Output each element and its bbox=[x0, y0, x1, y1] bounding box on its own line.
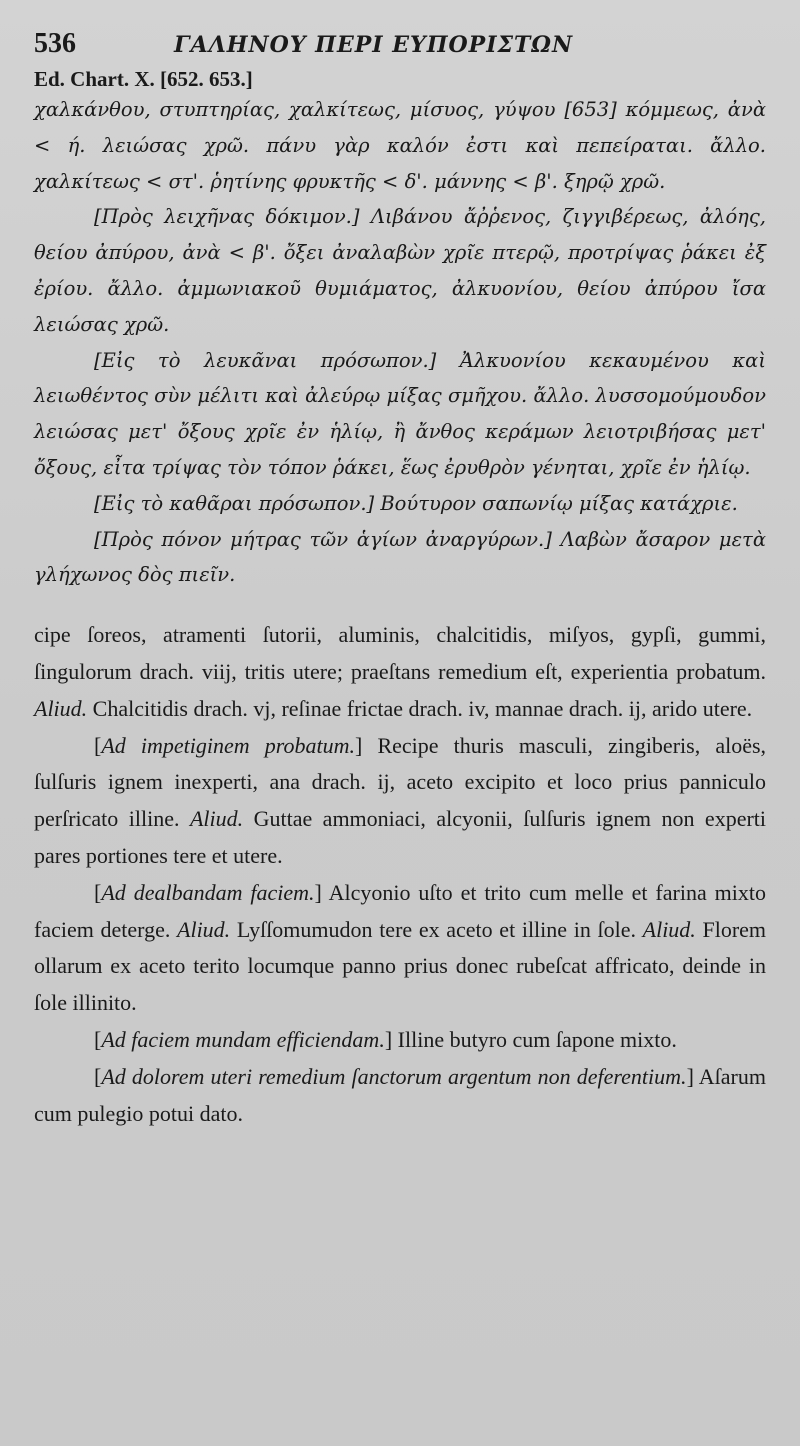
greek-text bbox=[34, 92, 766, 593]
latin-text-run: cipe ſoreos, atramenti ſutorii, aluminis, chalcitidis, miſyos, gypſi, gummi, ſingulorum drach. viij, tritis utere; praeſtans remedium eſt, experientia probatum. bbox=[34, 622, 766, 684]
recipe-heading: Ad dealbandam faciem. bbox=[101, 879, 315, 905]
greek-paragraph: [Εἰς τὸ λευκᾶναι πρόσωπον.] Ἀλκυονίου κεκαυμένου καὶ λειωθέντος σὺν μέλιτι καὶ ἀλεύρῳ μίξας σμῆχου. ἄλλο. λυσσομούμουδον λειώσας μετ' ὄξους χρῖε ἐν ἡλίῳ, ἢ ἄνθος κεράμων λειοτριβήσας μετ' ὄξους, εἶτα τρίψας τὸν τόπον ῥάκει, ἕως ἐρυθρὸν γένηται, χρῖε ἐν ἡλίῳ. bbox=[34, 348, 766, 479]
latin-text-run: Illine butyro cum ſapone mixto. bbox=[397, 1026, 677, 1052]
latin-text-run: Lyſſomumudon tere ex aceto et illine in ſole. bbox=[236, 916, 636, 942]
page-header bbox=[34, 28, 766, 66]
latin-text bbox=[34, 617, 766, 1132]
greek-paragraph: [Πρὸς πόνον μήτρας τῶν ἁγίων ἀναργύρων.] Λαβὼν ἄσαρον μετὰ γλήχωνος δὸς πιεῖν. bbox=[34, 527, 766, 587]
greek-paragraph: [Πρὸς λειχῆνας δόκιμον.] Λιβάνου ἄῤῥενος, ζιγγιβέρεως, ἀλόης, θείου ἀπύρου, ἀνὰ < β'. ὄξει ἀναλαβὼν χρῖε πτερῷ, προτρίψας ῥάκει ἐξ ἐρίου. ἄλλο. ἀμμωνιακοῦ θυμιάματος, ἀλκυονίου, θείου ἀπύρου ἴσα λειώσας χρῶ. bbox=[34, 205, 766, 336]
latin-paragraph bbox=[34, 617, 766, 727]
page-number: 536 bbox=[34, 28, 76, 59]
aliud-label: Aliud. bbox=[34, 695, 88, 721]
latin-text-run: Alcyonio uſto et trito cum melle et farina mixto faciem deterge. bbox=[34, 879, 766, 942]
latin-paragraph: [Ad impetiginem probatum.] Recipe thuris masculi, zingiberis, aloës, ſulſuris ignem inexperti, ana drach. ij, aceto excipito et loco prius panniculo perſricato illine. Aliud. Guttae ammoniaci, alcyonii, ſulſuris ignem non experti pares portiones tere et utere. bbox=[34, 732, 767, 868]
greek-paragraph: [Εἰς τὸ καθᾶραι πρόσωπον.] Βούτυρον σαπωνίῳ μίξας κατάχριε. bbox=[94, 491, 738, 515]
aliud-label: Aliud. bbox=[177, 916, 231, 942]
aliud-label: Aliud. bbox=[189, 806, 244, 832]
aliud-label: Aliud. bbox=[642, 916, 696, 942]
latin-paragraph: [Ad dealbandam faciem.] Alcyonio uſto et trito cum melle et farina mixto faciem deterge. Aliud. Lyſſomumudon tere ex aceto et illine in ſole. Aliud. Florem ollarum ex aceto terito locumque panno prius donec rubeſcat affricato, deinde in ſole illinito. bbox=[34, 879, 767, 1016]
latin-text-run: Chalcitidis drach. vj, reſinae frictae drach. iv, mannae drach. ij, arido utere. bbox=[92, 695, 753, 721]
greek-paragraph: χαλκάνθου, στυπτηρίας, χαλκίτεως, μίσυος, γύψου [653] κόμμεως, ἀνὰ < ή. λειώσας χρῶ. πάνυ γὰρ καλόν ἐστι καὶ πεπείραται. ἄλλο. χαλκίτεως < στ'. ῥητίνης φρυκτῆς < δ'. μάννης < β'. ξηρῷ χρῶ. bbox=[34, 98, 766, 193]
latin-text-run: Florem ollarum ex aceto terito locumque panno prius donec rubeſcat affricato, deinde in ſole illinito. bbox=[34, 916, 767, 1016]
running-title: ΓΑΛΗΝΟΥ ΠΕΡΙ ΕΥΠΟΡΙΣΤΩΝ bbox=[174, 32, 574, 58]
latin-text-run: Aſarum cum pulegio potui dato. bbox=[34, 1063, 766, 1126]
latin-paragraph: [Ad dolorem uteri remedium ſanctorum argentum non deferentium.] Aſarum cum pulegio potui dato. bbox=[34, 1063, 766, 1126]
latin-text-run: Guttae ammoniaci, alcyonii, ſulſuris ignem non experti pares portiones tere et utere. bbox=[34, 806, 767, 868]
recipe-heading: Ad impetiginem probatum. bbox=[101, 732, 356, 758]
latin-paragraph: [Ad faciem mundam efficiendam.] Illine butyro cum ſapone mixto. bbox=[94, 1026, 677, 1052]
recipe-heading: Ad dolorem uteri remedium ſanctorum argentum non deferentium. bbox=[101, 1063, 687, 1089]
latin-text-run: Recipe thuris masculi, zingiberis, aloës, ſulſuris ignem inexperti, ana drach. ij, aceto excipito et loco prius panniculo perſricato illine. bbox=[34, 732, 767, 832]
edition-reference: Ed. Chart. X. [652. 653.] bbox=[34, 67, 253, 91]
recipe-heading: Ad faciem mundam efficiendam. bbox=[101, 1026, 385, 1052]
